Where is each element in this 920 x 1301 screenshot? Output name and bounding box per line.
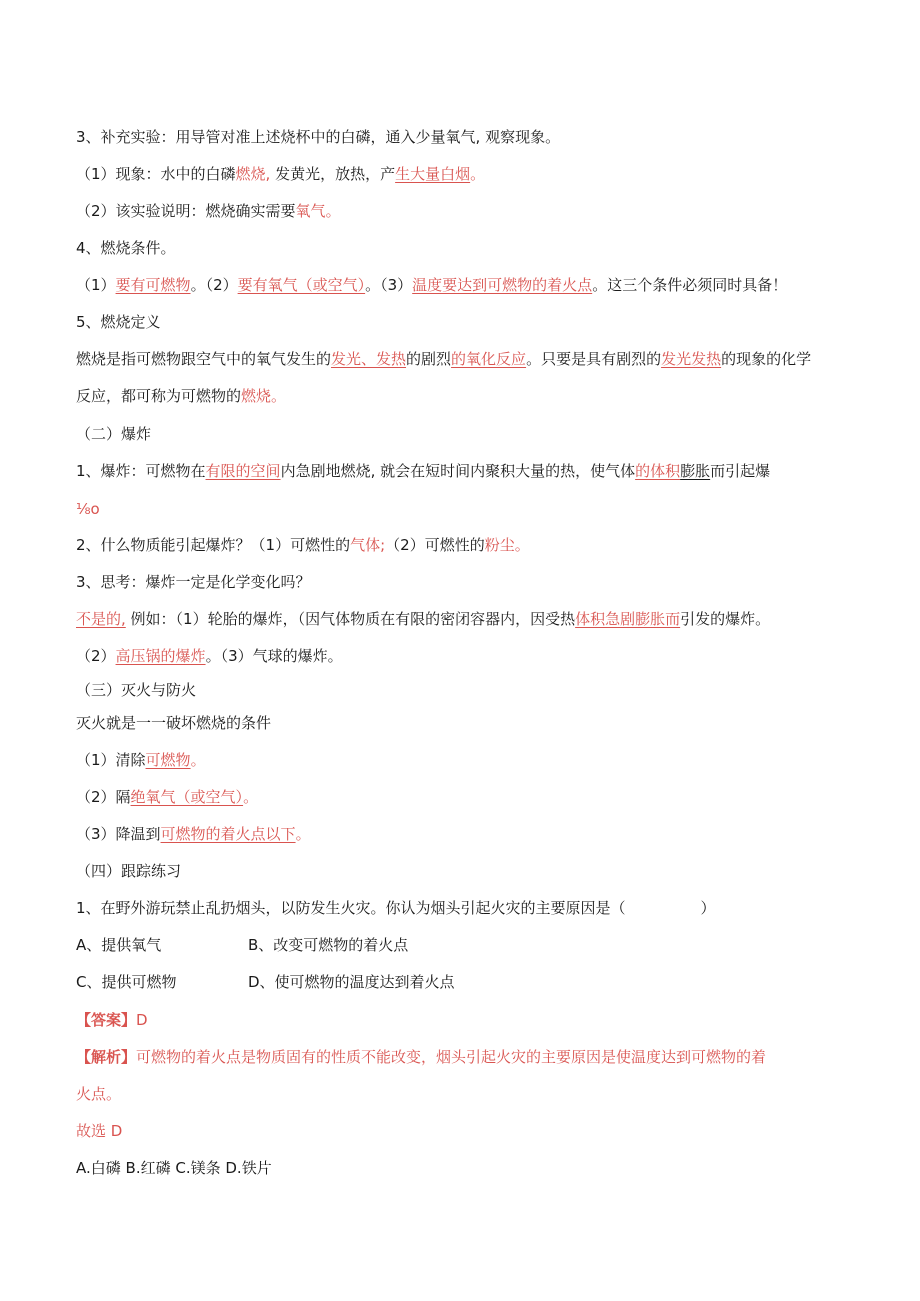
answer-text: 的体积 [635,462,681,480]
text-span: 。（3）气球的爆炸。 [205,647,343,665]
answer-text: 要有氧气（或空气） [237,276,366,294]
section-heading: （三）灭火与防火 [76,681,197,699]
section-heading: 4、燃烧条件。 [76,239,176,257]
text-span: 引发的爆炸。 [680,610,771,628]
explanation-line [76,1047,766,1067]
answer-text: 。 [325,202,341,220]
text-span: （2）隔 [76,788,131,806]
answer-text: 燃烧, [235,165,271,183]
answer-text: 发光发热 [661,350,722,368]
text-span: （1） [76,276,116,294]
answer-text: 燃烧 [241,387,272,405]
answer-text: 粉尘 [484,536,515,554]
explanation-line: 火点。 [76,1085,122,1103]
text-line [76,164,485,184]
answer-text: 可燃物 [145,751,191,769]
answer-text: 生大量白烟 [395,165,471,183]
text-line: 3、补充实验：用导管对准上述烧杯中的白磷，通入少量氧气, 观察现象。 [76,128,561,146]
text-span: 。（3） [365,276,413,294]
answer-line [76,1010,148,1030]
answer-label: 【答案】 [76,1011,137,1029]
section-heading: （二）爆炸 [76,425,152,443]
text-span: （3）降温到 [76,825,161,843]
options-line: A.白磷 B.红磷 C.镁条 D.铁片 [76,1159,272,1177]
text-line [76,461,770,481]
text-line [76,275,787,295]
answer-text: 。 [514,536,530,554]
answer-text: 。 [470,165,486,183]
section-heading: （四）跟踪练习 [76,862,182,880]
text-line [76,535,530,555]
text-span: 。（2） [190,276,238,294]
answer-text: 体积急剧膨胀而 [575,610,681,628]
option-d: D、使可燃物的温度达到着火点 [248,973,455,991]
answer-text: 高压锅的爆炸 [115,647,206,665]
text-line [76,824,311,844]
text-line [76,386,286,406]
answer-text: 氧气 [295,202,326,220]
explanation-label: 【解析】 [76,1048,137,1066]
text-line: ⅛o [76,500,100,518]
text-line [76,349,811,369]
answer-text: 。 [190,751,206,769]
text-line [76,201,341,221]
explanation-text: 可燃物的着火点是物质固有的性质不能改变，烟头引起火灾的主要原因是使温度达到可燃物的着 [136,1048,767,1066]
answer-text: 绝氧气（或空气） [130,788,244,806]
text-span: 反应，都可称为可燃物的 [76,387,242,405]
text-span: 膨胀 [680,462,711,480]
option-b: B、改变可燃物的着火点 [248,936,409,954]
text-span: （2）该实验说明：燃烧确实需要 [76,202,296,220]
text-line [76,609,770,629]
answer-text: 。 [295,825,311,843]
answer-text: 可燃物的着火点以下 [160,825,296,843]
answer-text: 温度要达到可燃物的着火点 [412,276,593,294]
option-a: A、提供氧气 [76,936,162,954]
question-stem: 1、在野外游玩禁止乱扔烟头，以防发生火灾。你认为烟头引起火灾的主要原因是（ ） [76,899,716,917]
text-span: （2） [76,647,116,665]
text-line [76,787,258,807]
text-line [76,750,206,770]
choice-line: 故选 D [76,1122,123,1140]
text-span: 的现象的化学 [721,350,812,368]
answer-text: 有限的空间 [205,462,281,480]
option-c: C、提供可燃物 [76,973,177,991]
answer-text: 发光、发热 [331,350,407,368]
text-span: 。只要是具有剧烈的 [526,350,662,368]
text-span: 发黄光，放热，产 [270,165,396,183]
text-span: 1、爆炸：可燃物在 [76,462,206,480]
text-span: （1）清除 [76,751,146,769]
text-span: （2）可燃性的 [385,536,485,554]
text-span: 燃烧是指可燃物跟空气中的氧气发生的 [76,350,332,368]
answer-text: 。 [243,788,259,806]
text-line: 灭火就是一一破坏燃烧的条件 [76,714,272,732]
text-span: 的剧烈 [406,350,452,368]
text-span: 2、什么物质能引起爆炸？（1）可燃性的 [76,536,351,554]
text-span: 。这三个条件必须同时具备！ [592,276,788,294]
text-span: 内急剧地燃烧, 就会在短时间内聚积大量的热，使气体 [280,462,636,480]
answer-text: 不是的, [76,610,126,628]
answer-text: 要有可燃物 [115,276,191,294]
text-span: 而引起爆 [710,462,771,480]
answer-value: D [136,1011,148,1029]
text-span: 例如：（1）轮胎的爆炸，（因气体物质在有限的密闭容器内，因受热 [125,610,576,628]
answer-text: 气体; [350,536,386,554]
text-span: （1）现象：水中的白磷 [76,165,236,183]
text-line: 3、思考：爆炸一定是化学变化吗？ [76,573,311,591]
text-line [76,646,343,666]
answer-text: 。 [271,387,287,405]
section-heading: 5、燃烧定义 [76,313,161,331]
answer-text: 的氧化反应 [451,350,527,368]
